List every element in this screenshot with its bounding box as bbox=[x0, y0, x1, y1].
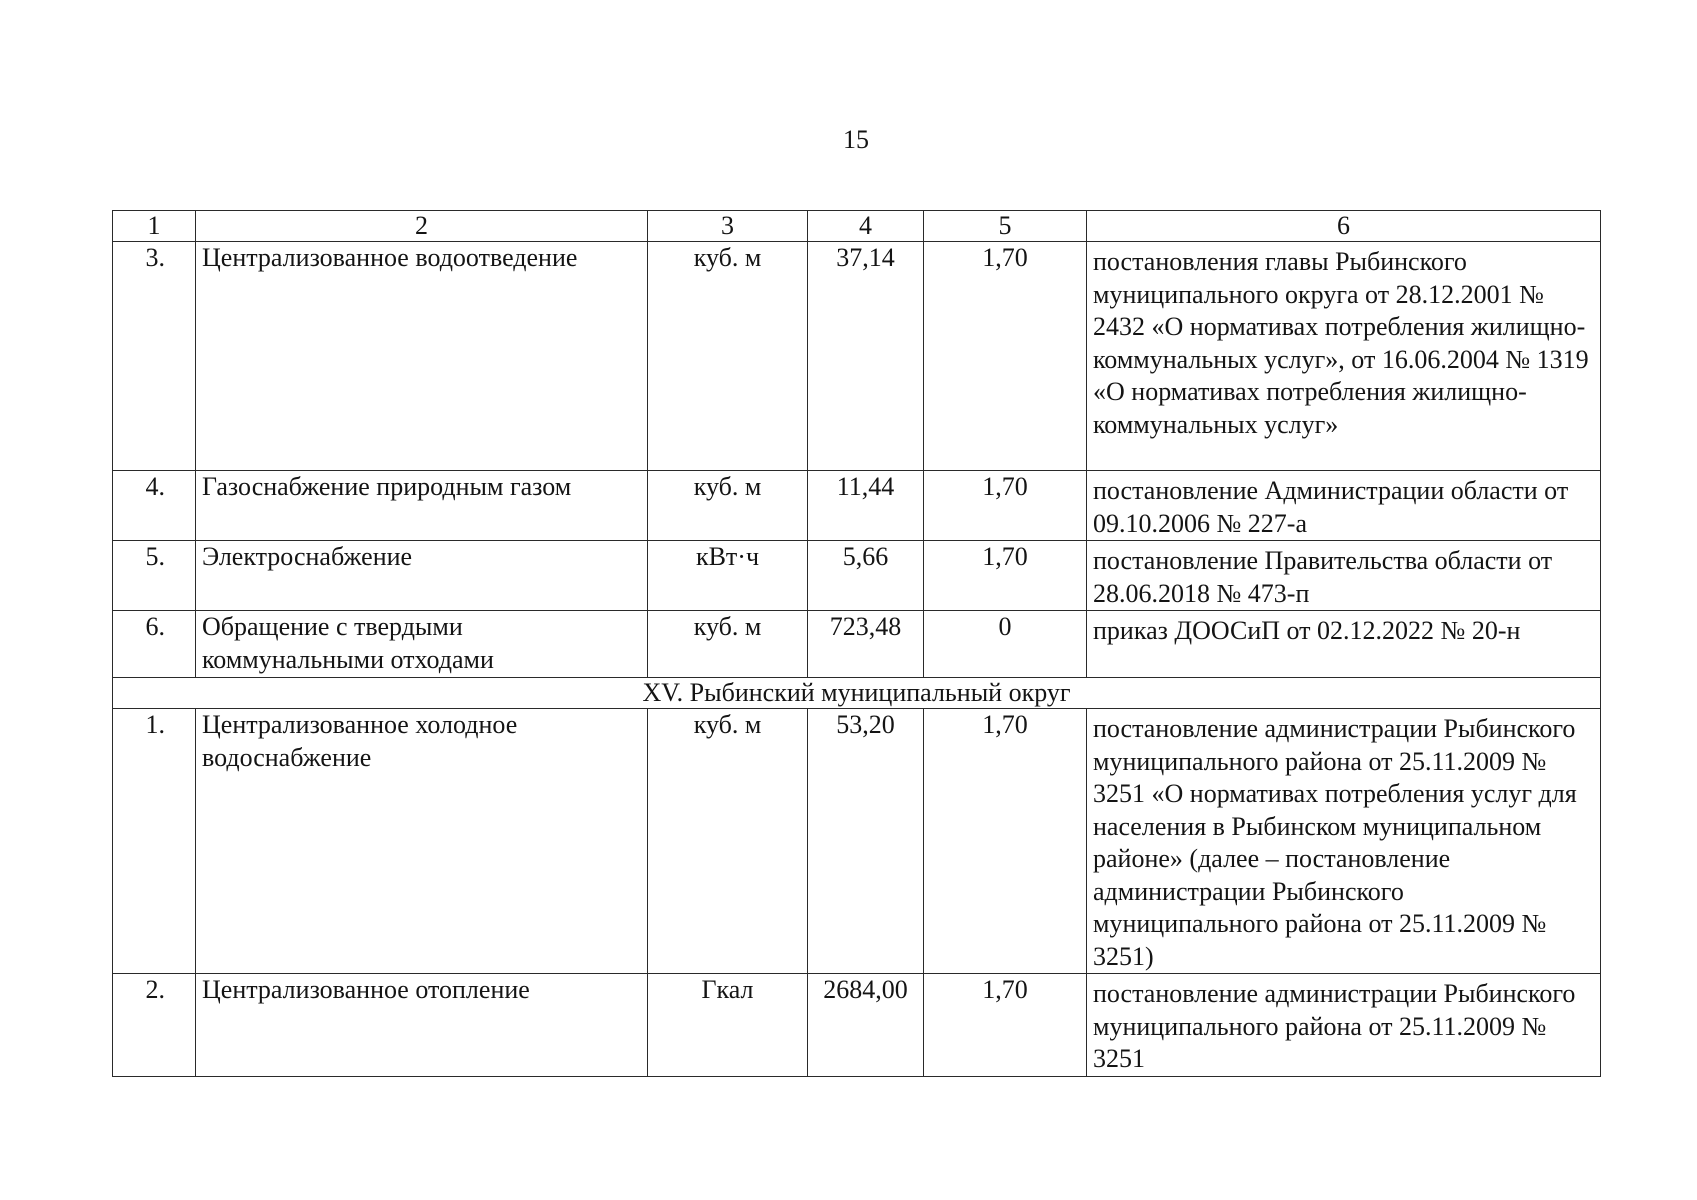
table-row bbox=[113, 541, 1601, 611]
coefficient: 1,70 bbox=[924, 242, 1087, 471]
service-name: Централизованное отопление bbox=[196, 974, 648, 1077]
row-number: 1. bbox=[113, 709, 196, 974]
row-number: 5. bbox=[113, 541, 196, 611]
legal-basis bbox=[1087, 541, 1601, 611]
service-name: Газоснабжение природным газом bbox=[196, 471, 648, 541]
section-heading-row bbox=[113, 678, 1601, 709]
row-number: 2. bbox=[113, 974, 196, 1077]
header-cell: 4 bbox=[808, 211, 924, 242]
row-number: 4. bbox=[113, 471, 196, 541]
norms-table bbox=[112, 210, 1601, 1077]
legal-basis-text: постановление Администрации области от 09.10.2006 № 227-а bbox=[1093, 476, 1569, 538]
coefficient: 1,70 bbox=[924, 541, 1087, 611]
legal-basis-text: постановление администрации Рыбинского муниципального района от 25.11.2009 № 3251 «О нормативах потребления услуг для населения в Рыбинском муниципальном районе» (далее – постановление администрации Рыбинского муниципального района от 25.11.2009 № 3251) bbox=[1093, 714, 1577, 971]
legal-basis bbox=[1087, 242, 1601, 471]
unit: кВт·ч bbox=[648, 541, 808, 611]
table-row bbox=[113, 611, 1601, 678]
unit: куб. м bbox=[648, 242, 808, 471]
norm-value: 53,20 bbox=[808, 709, 924, 974]
service-name: Обращение с твердыми коммунальными отходами bbox=[196, 611, 648, 678]
header-cell: 2 bbox=[196, 211, 648, 242]
legal-basis-text: постановление Правительства области от 28.06.2018 № 473-п bbox=[1093, 546, 1553, 608]
legal-basis bbox=[1087, 974, 1601, 1077]
norm-value: 723,48 bbox=[808, 611, 924, 678]
table-row bbox=[113, 242, 1601, 471]
header-cell: 3 bbox=[648, 211, 808, 242]
section-title: XV. Рыбинский муниципальный округ bbox=[113, 678, 1601, 709]
service-name: Централизованное водоотведение bbox=[196, 242, 648, 471]
norm-value: 11,44 bbox=[808, 471, 924, 541]
legal-basis-text: постановление администрации Рыбинского муниципального района от 25.11.2009 № 3251 bbox=[1093, 979, 1576, 1073]
page-number: 15 bbox=[843, 125, 869, 154]
row-number: 6. bbox=[113, 611, 196, 678]
norm-value: 37,14 bbox=[808, 242, 924, 471]
unit: куб. м bbox=[648, 471, 808, 541]
coefficient: 1,70 bbox=[924, 709, 1087, 974]
coefficient: 0 bbox=[924, 611, 1087, 678]
legal-basis bbox=[1087, 709, 1601, 974]
unit: Гкал bbox=[648, 974, 808, 1077]
header-cell: 6 bbox=[1087, 211, 1601, 242]
header-cell: 5 bbox=[924, 211, 1087, 242]
legal-basis bbox=[1087, 611, 1601, 678]
norm-value: 5,66 bbox=[808, 541, 924, 611]
unit: куб. м bbox=[648, 709, 808, 974]
table-row bbox=[113, 974, 1601, 1077]
unit: куб. м bbox=[648, 611, 808, 678]
table-row bbox=[113, 709, 1601, 974]
coefficient: 1,70 bbox=[924, 974, 1087, 1077]
service-name: Централизованное холодное водоснабжение bbox=[196, 709, 648, 974]
row-number: 3. bbox=[113, 242, 196, 471]
table-header-row bbox=[113, 211, 1601, 242]
legal-basis-text: приказ ДООСиП от 02.12.2022 № 20-н bbox=[1093, 616, 1521, 645]
legal-basis-text: постановления главы Рыбинского муниципального округа от 28.12.2001 № 2432 «О нормативах потребления жилищно-коммунальных услуг», от 16.06.2004 № 1319 «О нормативах потребления жилищно-коммунальных услуг» bbox=[1093, 247, 1589, 439]
service-name: Электроснабжение bbox=[196, 541, 648, 611]
header-cell: 1 bbox=[113, 211, 196, 242]
legal-basis bbox=[1087, 471, 1601, 541]
table-row bbox=[113, 471, 1601, 541]
coefficient: 1,70 bbox=[924, 471, 1087, 541]
norm-value: 2684,00 bbox=[808, 974, 924, 1077]
